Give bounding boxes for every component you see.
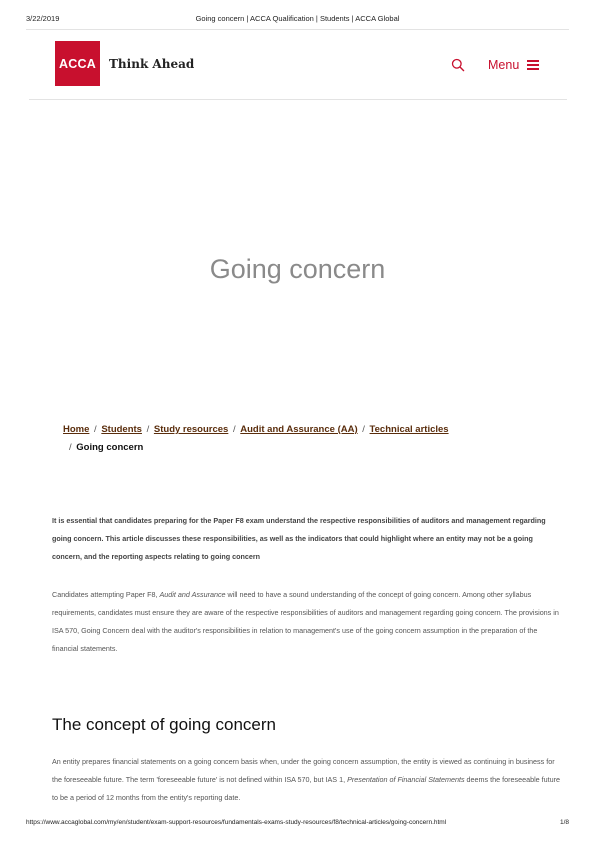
breadcrumb-students[interactable]: Students (101, 424, 142, 435)
hamburger-icon (527, 60, 539, 70)
site-header (0, 41, 595, 89)
breadcrumb-separator: / (232, 424, 236, 435)
breadcrumb-separator: / (146, 424, 150, 435)
paragraph-text: Candidates attempting Paper F8, (52, 590, 160, 599)
breadcrumb-separator: / (69, 442, 72, 453)
paragraph-text: deems the foreseeable future to be a period of 12 months from the entity's reporting date. (52, 775, 561, 802)
header-divider (29, 99, 567, 100)
top-divider (26, 29, 569, 30)
page-number: 1/8 (559, 819, 569, 826)
section-heading: The concept of going concern (52, 715, 276, 734)
menu-button[interactable] (488, 57, 539, 73)
paragraph-text: will need to have a sound understanding of the concept of going concern. Among other syllabus requirements, candidates must ensure they are aware of the respective responsibilities of auditors and management regarding going concern. The provisions in ISA 570, Going Concern deal with the auditor's responsibilities in relation to management's use of the going concern assumption in the preparation of the financial statements. (52, 590, 559, 653)
breadcrumb-audit-assurance[interactable]: Audit and Assurance (AA) (240, 424, 358, 435)
search-icon (451, 58, 465, 72)
breadcrumb-current: Going concern (76, 442, 144, 453)
breadcrumb-separator: / (362, 424, 365, 435)
article-lead: It is essential that candidates preparing for the Paper F8 exam understand the respective responsibilities of auditors and management regarding going concern. This article discusses these responsibilities, as well as the indicators that could highlight where an entity may not be a going concern, and the reporting aspects relating to going concern (52, 516, 546, 561)
page-title: Going concern (209, 254, 386, 285)
paper-name: Audit and Assurance (159, 590, 226, 599)
breadcrumb-technical-articles[interactable]: Technical articles (369, 424, 449, 435)
standard-name: Presentation of Financial Statements (347, 775, 465, 784)
search-button[interactable] (451, 58, 465, 72)
print-page-title: Going concern | ACCA Qualification | Students | ACCA Global (195, 14, 400, 23)
breadcrumb (63, 421, 543, 457)
logo-text: ACCA (59, 56, 96, 71)
breadcrumb-study-resources[interactable]: Study resources (153, 424, 229, 435)
print-date: 3/22/2019 (26, 14, 60, 23)
print-url: https://www.accaglobal.com/my/en/student/exam-support-resources/fundamentals-exams-study-resources/f8/technical-articles/going-concern.html (26, 819, 447, 826)
breadcrumb-separator: / (94, 424, 97, 435)
acca-logo[interactable] (55, 41, 100, 86)
paragraph-text: An entity prepares financial statements on a going concern basis when, under the going concern assumption, the entity is viewed as continuing in business for the foreseeable future. The term 'foreseeable future' is not defined within ISA 570, but IAS 1, (52, 757, 555, 784)
menu-label: Menu (488, 58, 520, 72)
breadcrumb-home[interactable]: Home (63, 424, 90, 435)
tagline: Think Ahead (109, 57, 195, 71)
article-paragraph (52, 753, 562, 807)
article-paragraph (52, 586, 562, 658)
